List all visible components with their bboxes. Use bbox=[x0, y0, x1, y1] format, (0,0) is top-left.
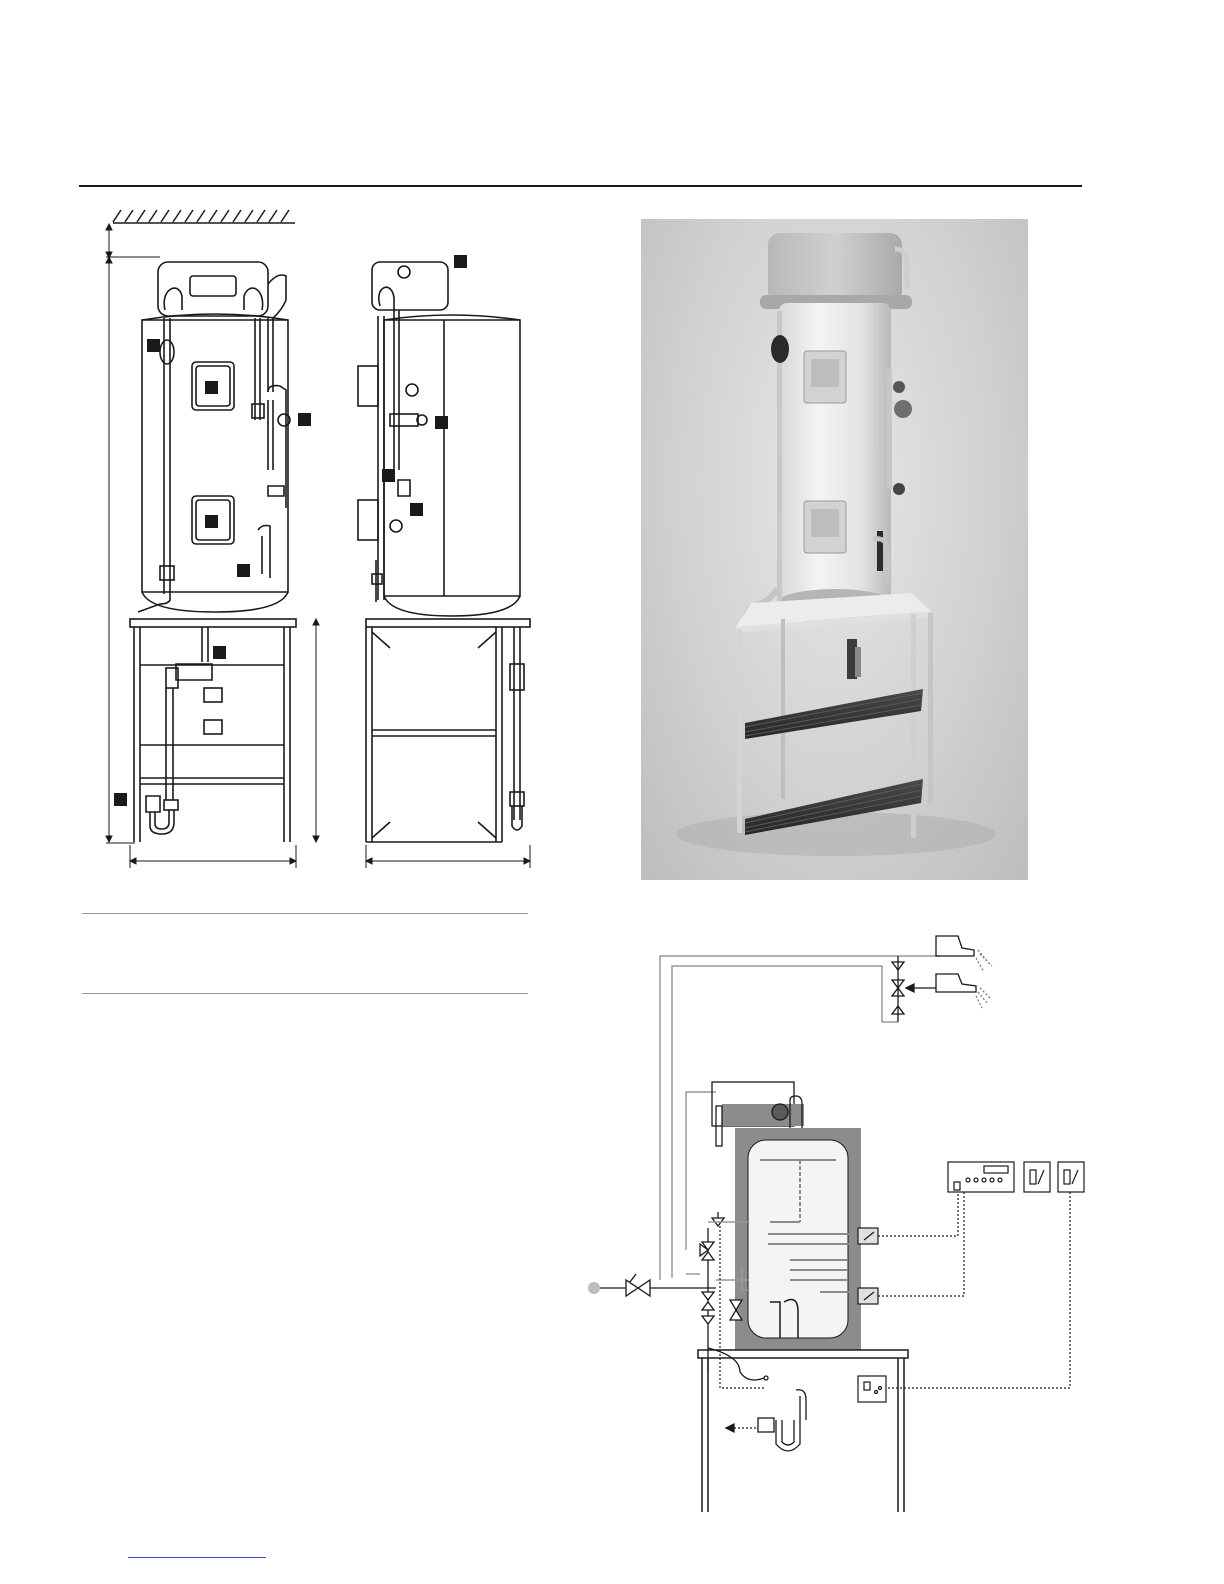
dimension-drawing-canvas bbox=[100, 205, 560, 875]
cold-inlet bbox=[600, 1212, 742, 1372]
programmer-icon bbox=[948, 1162, 1014, 1192]
plumbing-and-wiring-schematic bbox=[580, 930, 1100, 1520]
side-elevation bbox=[358, 262, 530, 842]
notes-top-rule bbox=[82, 913, 528, 914]
water-heater-on-stand-photo bbox=[641, 219, 1028, 880]
tap-icon bbox=[906, 936, 992, 1008]
marker bbox=[114, 793, 127, 806]
drain-trap bbox=[708, 1348, 806, 1451]
marker bbox=[298, 413, 311, 426]
marker bbox=[237, 564, 250, 577]
marker bbox=[382, 469, 395, 482]
socket-icon bbox=[858, 1376, 886, 1402]
marker bbox=[205, 515, 218, 528]
valve-icon bbox=[892, 956, 904, 1022]
switch-icon bbox=[1024, 1162, 1084, 1192]
notes-bottom-rule bbox=[82, 993, 528, 994]
ceiling-hatch bbox=[113, 210, 295, 223]
marker bbox=[454, 255, 467, 268]
marker bbox=[213, 646, 226, 659]
footer-link-underline[interactable] bbox=[128, 1557, 266, 1558]
photo-illustration bbox=[641, 219, 1028, 880]
marker bbox=[205, 381, 218, 394]
stand bbox=[698, 1350, 908, 1512]
marker bbox=[147, 339, 160, 352]
cold-supply-dot bbox=[588, 1282, 600, 1294]
marker bbox=[410, 503, 423, 516]
marker bbox=[435, 416, 448, 429]
